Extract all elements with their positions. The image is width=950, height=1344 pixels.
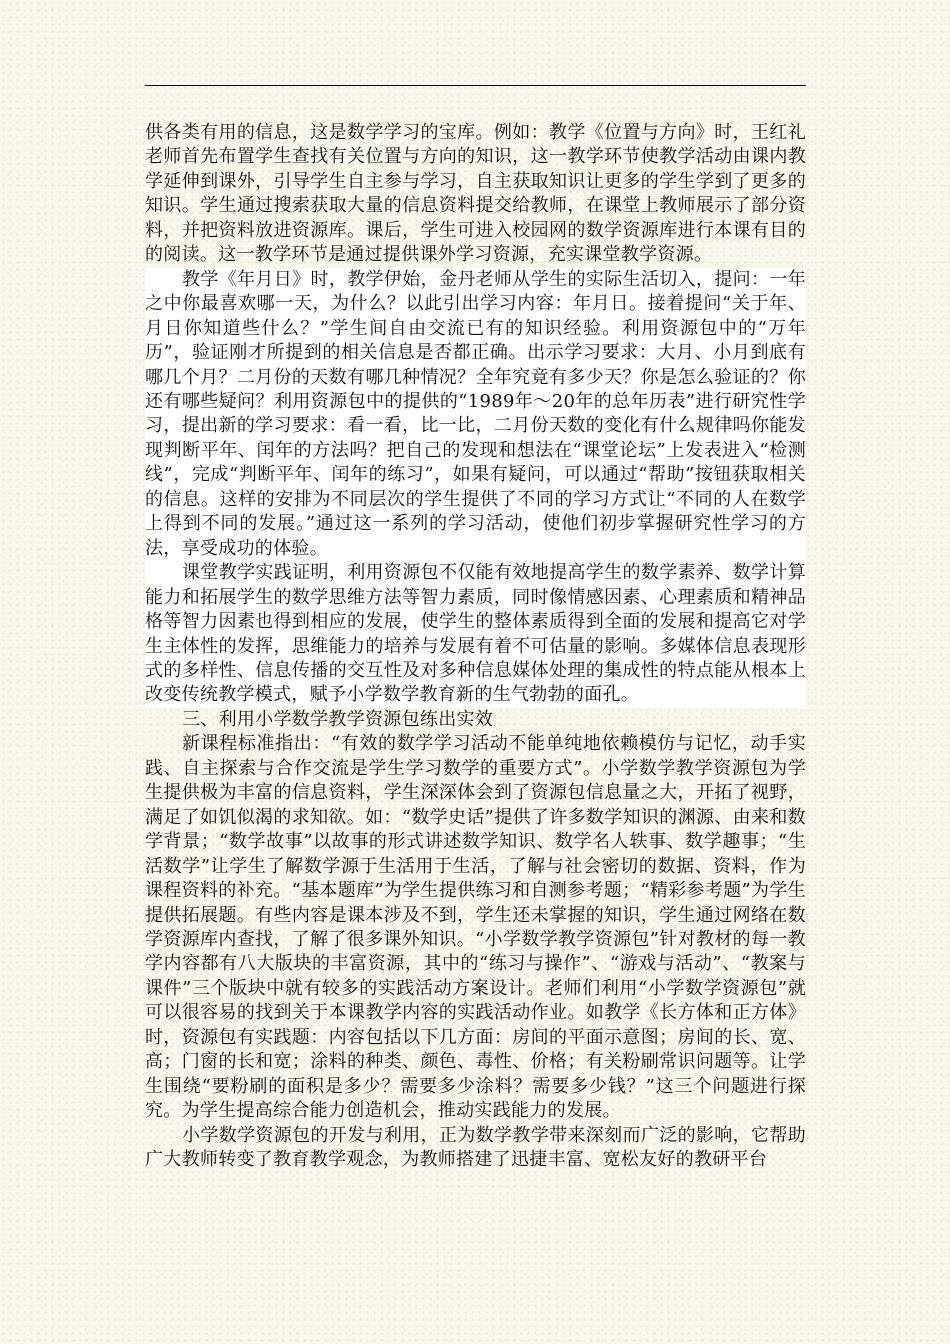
document-body [145,121,806,1172]
paragraph-5: 小学数学资源包的开发与利用，正为数学教学带来深刻而广泛的影响，它帮助广大教师转变了教育教学观念，为教师搭建了迅捷丰富、宽松友好的教研平台 [145,1124,806,1171]
header-rule [145,85,806,86]
paragraph-4: 新课程标准指出：“有效的数学学习活动不能单纯地依赖模仿与记忆，动手实践、自主探索与合作交流是学生学习数学的重要方式”。小学数学教学资源包为学生提供极为丰富的信息资料，学生深深体会到了资源包信息量之大，开拓了视野，满足了如饥似渴的求知欲。如：“数学史话”提供了许多数学知识的渊源、由来和数学背景；“数学故事”以故事的形式讲述数学知识、数学名人轶事、数学趣事；“生活数学”让学生了解数学源于生活用于生活，了解与社会密切的数据、资料，作为课程资料的补充。“基本题库”为学生提供练习和自测参考题；“精彩参考题”为学生提供拓展题。有些内容是课本涉及不到，学生还未掌握的知识，学生通过网络在数学资源库内查找，了解了很多课外知识。“小学数学教学资源包”针对教材的每一教学内容都有八大版块的丰富资源，其中的“练习与操作”、“游戏与活动”、“教案与课件”三个版块中就有较多的实践活动方案设计。老师们利用“小学数学资源包”就可以很容易的找到关于本课教学内容的实践活动作业。如教学《长方体和正方体》时，资源包有实践题：内容包括以下几方面：房间的平面示意图；房间的长、宽、高；门窗的长和宽；涂料的种类、颜色、毒性、价格；有关粉刷常识问题等。让学生围绕“要粉刷的面积是多少？需要多少涂料？需要多少钱？”这三个问题进行探究。为学生提高综合能力创造机会，推动实践能力的发展。 [145,733,806,1122]
paragraph-3: 课堂教学实践证明，利用资源包不仅能有效地提高学生的数学素养、数学计算能力和拓展学生的数学思维方法等智力素质，同时像情感因素、心理素质和精神品格等智力因素也得到相应的发展，使学生的整体素质得到全面的发展和提高它对学生主体性的发挥，思维能力的培养与发展有着不可估量的影响。多媒体信息表现形式的多样性、信息传播的交互性及对多种信息媒体处理的集成性的特点能从根本上改变传统教学模式，赋予小学数学教育新的生气勃勃的面孔。 [145,561,806,708]
section-heading: 三、利用小学数学教学资源包练出实效 [182,708,494,730]
paragraph-2: 教学《年月日》时，教学伊始，金丹老师从学生的实际生活切入，提问：一年之中你最喜欢哪一天，为什么？以此引出学习内容：年月日。接着提问“关于年、月日你知道些什么？”学生间自由交流已有的知识经验。利用资源包中的“万年历”，验证刚才所提到的相关信息是否都正确。出示学习要求：大月、小月到底有哪几个月？二月份的天数有哪几种情况？全年究竟有多少天？你是怎么验证的？你还有哪些疑问？利用资源包中的提供的“1989年～20年的总年历表”进行研究性学习，提出新的学习要求：看一看，比一比，二月份天数的变化有什么规律吗你能发现判断平年、闰年的方法吗？把自己的发现和想法在“课堂论坛”上发表进入“检测线”，完成“判断平年、闰年的练习”，如果有疑问，可以通过“帮助”按钮获取相关的信息。这样的安排为不同层次的学生提供了不同的学习方式让“不同的人在数学上得到不同的发展。”通过这一系列的学习活动，使他们初步掌握研究性学习的方法，享受成功的体验。 [145,268,806,561]
paragraph-1: 供各类有用的信息，这是数学学习的宝库。例如：教学《位置与方向》时，王红礼老师首先布置学生查找有关位置与方向的知识，这一教学环节使教学活动由课内教学延伸到课外，引导学生自主参与学习，自主获取知识让更多的学生学到了更多的知识。学生通过搜索获取大量的信息资料提交给教师，在课堂上教师展示了部分资料，并把资料放进资源库。课后，学生可进入校园网的数学资源库进行本课有目的的阅读。这一教学环节是通过提供课外学习资源，充实课堂教学资源。 [145,122,806,266]
